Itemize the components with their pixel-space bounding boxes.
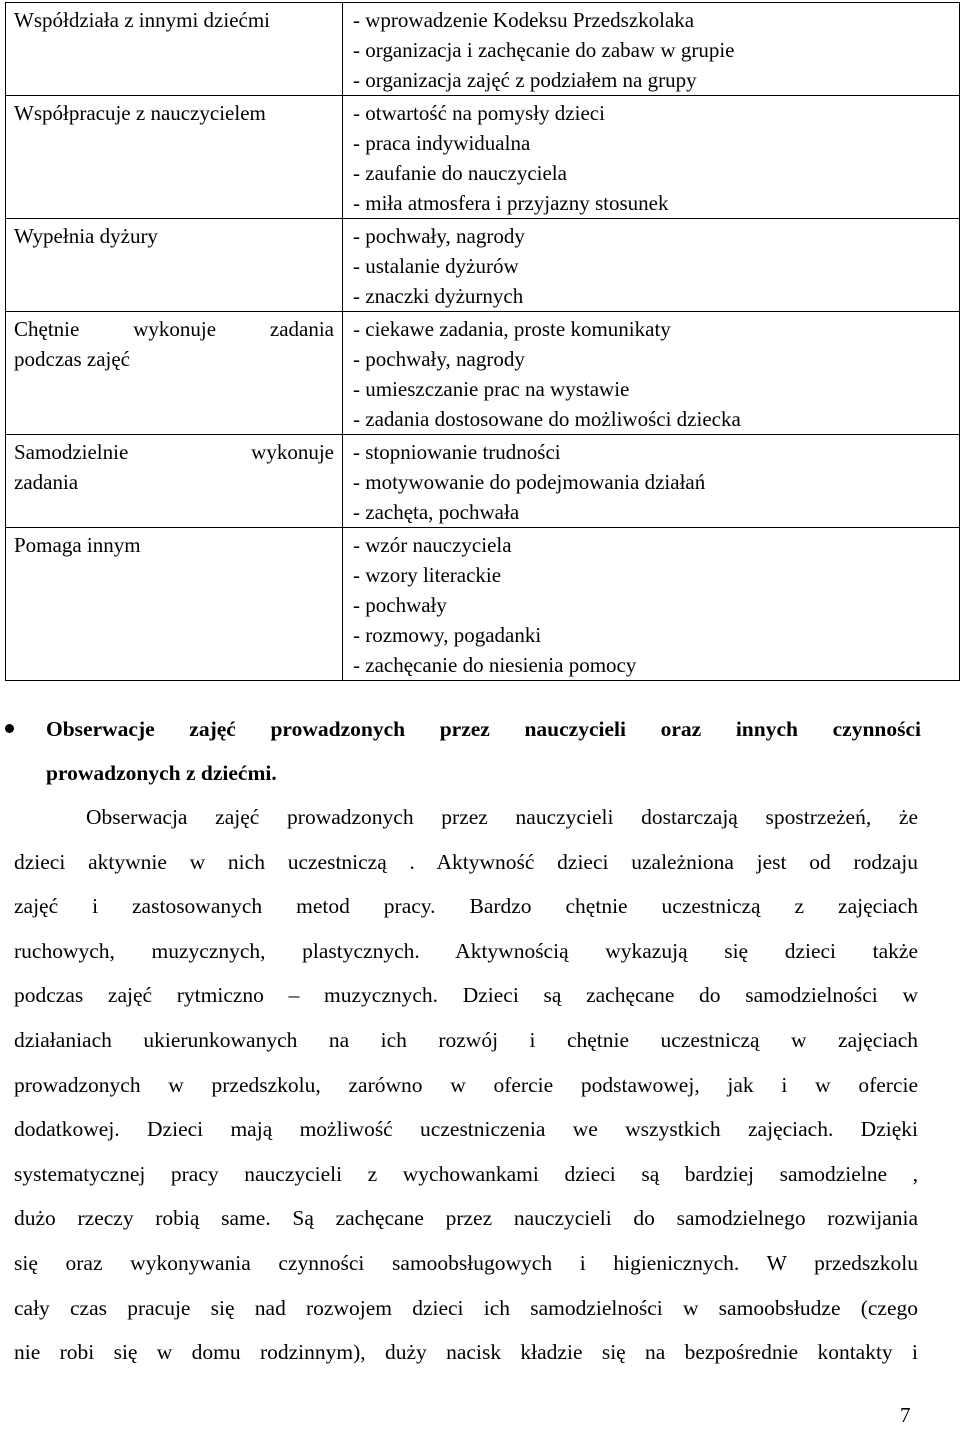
method-item: - zadania dostosowane do możliwości dziecka xyxy=(353,407,741,431)
paragraph-line: dużo rzeczy robią same. Są zachęcane przez nauczycieli do samodzielnego rozwijania xyxy=(14,1206,918,1231)
methods-cell xyxy=(343,3,960,96)
paragraph-line: cały czas pracuje się nad rozwojem dzieci ich samodzielności w samoobsłudze (czego xyxy=(14,1295,918,1320)
method-item: - pochwały, nagrody xyxy=(353,224,525,248)
paragraph-line: prowadzonych w przedszkolu, zarówno w ofercie podstawowej, jak i w ofercie xyxy=(14,1072,918,1097)
behavior-cell xyxy=(6,312,343,435)
behavior-cell xyxy=(6,3,343,96)
table-row xyxy=(6,435,960,528)
method-item: - organizacja i zachęcanie do zabaw w grupie xyxy=(353,38,735,62)
methods-cell xyxy=(343,219,960,312)
paragraph-line: podczas zajęć rytmiczno – muzycznych. Dzieci są zachęcane do samodzielności w xyxy=(14,983,918,1008)
behavior-text: Pomaga innym xyxy=(14,533,141,557)
paragraph-line: dzieci aktywnie w nich uczestniczą . Aktywność dzieci uzależniona jest od rodzaju xyxy=(14,849,918,874)
bullet-icon xyxy=(5,724,14,733)
page-number: 7 xyxy=(900,1403,911,1427)
table-row xyxy=(6,96,960,219)
paragraph-line: dodatkowej. Dzieci mają możliwość uczestniczenia we wszystkich zajęciach. Dzięki xyxy=(14,1117,918,1142)
table-row xyxy=(6,219,960,312)
behavior-text-justified xyxy=(14,437,334,467)
behavior-text: zadania xyxy=(14,470,79,494)
methods-table xyxy=(5,2,960,681)
method-item: - miła atmosfera i przyjazny stosunek xyxy=(353,191,669,215)
section-heading xyxy=(46,707,921,795)
methods-cell xyxy=(343,435,960,528)
paragraph-line: Obserwacja zajęć prowadzonych przez nauczycieli dostarczają spostrzeżeń, że xyxy=(86,805,918,829)
method-item: - ustalanie dyżurów xyxy=(353,254,519,278)
paragraph-line: zajęć i zastosowanych metod pracy. Bardzo chętnie uczestniczą z zajęciach xyxy=(14,894,918,919)
behavior-text: Współpracuje z nauczycielem xyxy=(14,101,266,125)
behavior-cell xyxy=(6,96,343,219)
method-item: - pochwały, nagrody xyxy=(353,347,525,371)
table-row xyxy=(6,3,960,96)
behavior-text-justified xyxy=(14,314,334,344)
behavior-word: Samodzielnie xyxy=(14,440,129,464)
behavior-cell xyxy=(6,528,343,681)
body-paragraph xyxy=(14,795,918,1375)
method-item: - otwartość na pomysły dzieci xyxy=(353,101,605,125)
method-item: - umieszczanie prac na wystawie xyxy=(353,377,630,401)
method-item: - wprowadzenie Kodeksu Przedszkolaka xyxy=(353,8,695,32)
heading-line: Obserwacje zajęć prowadzonych przez nauczycieli oraz innych czynności xyxy=(46,717,921,741)
method-item: - zachęcanie do niesienia pomocy xyxy=(353,653,637,677)
method-item: - rozmowy, pogadanki xyxy=(353,623,542,647)
behavior-cell xyxy=(6,219,343,312)
method-item: - ciekawe zadania, proste komunikaty xyxy=(353,317,671,341)
methods-cell xyxy=(343,312,960,435)
method-item: - stopniowanie trudności xyxy=(353,440,561,464)
paragraph-line: systematycznej pracy nauczycieli z wychowankami dzieci są bardziej samodzielne , xyxy=(14,1161,918,1186)
method-item: - zaufanie do nauczyciela xyxy=(353,161,567,185)
method-item: - wzory literackie xyxy=(353,563,502,587)
paragraph-line: działaniach ukierunkowanych na ich rozwój i chętnie uczestniczą w zajęciach xyxy=(14,1027,918,1052)
methods-cell xyxy=(343,96,960,219)
method-item: - pochwały xyxy=(353,593,447,617)
method-item: - znaczki dyżurnych xyxy=(353,284,524,308)
method-item: - motywowanie do podejmowania działań xyxy=(353,470,706,494)
table-row xyxy=(6,312,960,435)
methods-cell xyxy=(343,528,960,681)
behavior-text: Wypełnia dyżury xyxy=(14,224,158,248)
method-item: - wzór nauczyciela xyxy=(353,533,512,557)
paragraph-line: nie robi się w domu rodzinnym), duży nacisk kładzie się na bezpośrednie kontakty i xyxy=(14,1340,918,1365)
method-item: - praca indywidualna xyxy=(353,131,531,155)
behavior-word: zadania xyxy=(269,317,334,341)
table-row xyxy=(6,528,960,681)
behavior-word: wykonuje xyxy=(251,440,334,464)
behavior-word: wykonuje xyxy=(133,317,217,341)
behavior-text: podczas zajęć xyxy=(14,347,131,371)
heading-line: prowadzonych z dziećmi. xyxy=(46,761,277,785)
behavior-word: Chętnie xyxy=(14,317,80,341)
paragraph-line: się oraz wykonywania czynności samoobsługowych i higienicznych. W przedszkolu xyxy=(14,1250,918,1275)
paragraph-line: ruchowych, muzycznych, plastycznych. Aktywnością wykazują się dzieci także xyxy=(14,938,918,963)
behavior-cell xyxy=(6,435,343,528)
behavior-text: Współdziała z innymi dziećmi xyxy=(14,8,270,32)
method-item: - zachęta, pochwała xyxy=(353,500,520,524)
method-item: - organizacja zajęć z podziałem na grupy xyxy=(353,68,697,92)
